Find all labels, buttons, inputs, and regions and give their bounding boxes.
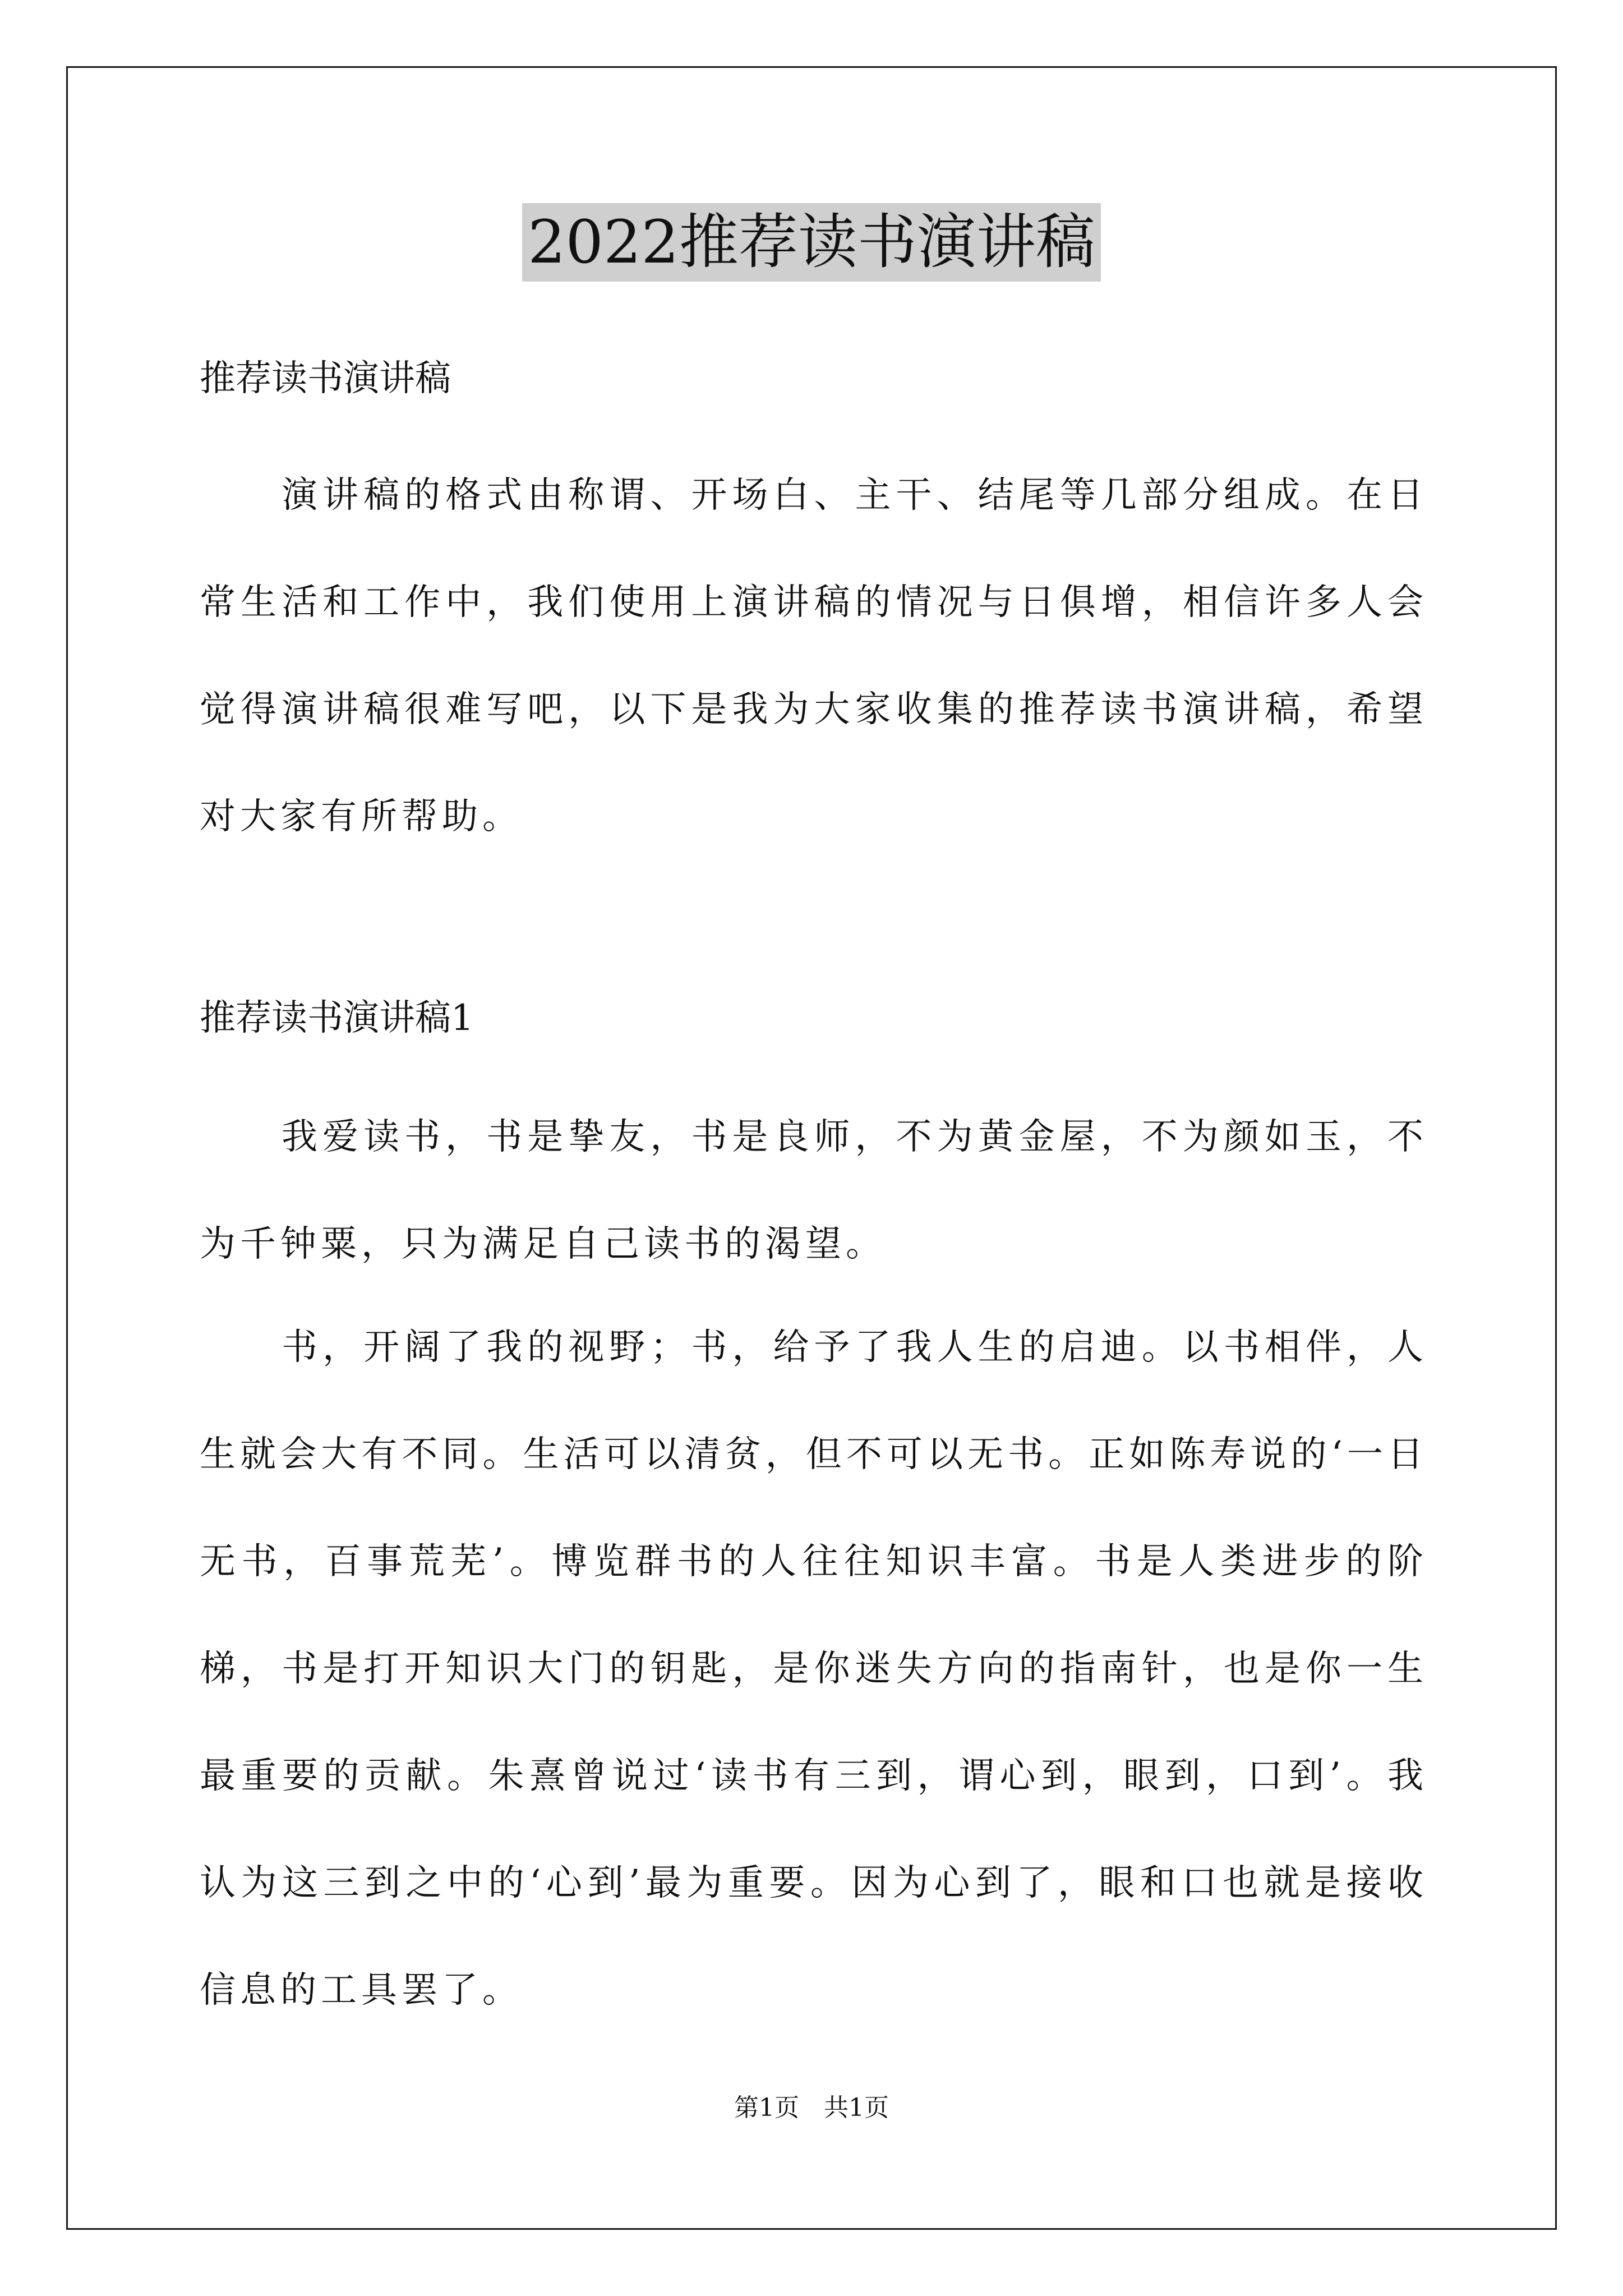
section-paragraph-2: 书，开阔了我的视野；书，给予了我人生的启迪。以书相伴，人生就会大有不同。生活可以清贫，但不可以无书。正如陈寿说的‘一日无书，百事荒芜’。博览群书的人往往知识丰富。书是人类进步的阶梯，书是打开知识大门的钥匙，是你迷失方向的指南针，也是你一生最重要的贡献。朱熹曾说过‘读书有三到，谓心到，眼到，口到’。我认为这三到之中的‘心到’最为重要。因为心到了，眼和口也就是接收信息的工具罢了。	[200, 1327, 1428, 2011]
title-container	[0, 203, 1623, 282]
document-title: 2022推荐读书演讲稿	[522, 203, 1101, 282]
section-paragraph-1: 我爱读书，书是挚友，书是良师，不为黄金屋，不为颜如玉，不为千钟粟，只为满足自己读书的渴望。	[200, 1116, 1428, 1265]
section-heading: 推荐读书演讲稿1	[200, 997, 474, 1039]
page-footer: 第1页 共1页	[734, 2093, 889, 2122]
intro-paragraph: 演讲稿的格式由称谓、开场白、主干、结尾等几部分组成。在日常生活和工作中，我们使用上演讲稿的情况与日俱增，相信许多人会觉得演讲稿很难写吧，以下是我为大家收集的推荐读书演讲稿，希望对大家有所帮助。	[200, 475, 1428, 838]
document-subtitle: 推荐读书演讲稿	[200, 358, 451, 399]
